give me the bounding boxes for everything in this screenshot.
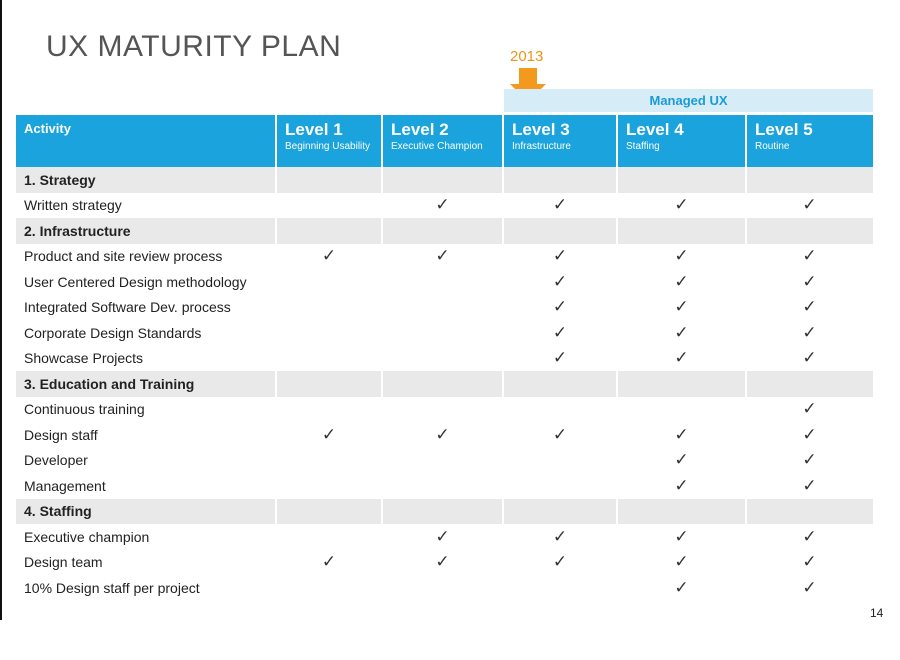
checkmark-icon: ✓	[674, 322, 689, 342]
checkmark-icon: ✓	[552, 552, 568, 572]
level-subtitle: Beginning Usability	[285, 141, 371, 152]
empty-cell	[617, 397, 746, 423]
level-subtitle: Routine	[755, 141, 790, 152]
checkmark-icon: ✓	[674, 297, 689, 317]
empty-cell	[276, 448, 382, 474]
table-row	[16, 422, 873, 448]
checkmark-icon: ✓	[321, 552, 337, 572]
checkmark-icon: ✓	[552, 348, 568, 368]
table-body	[16, 167, 873, 601]
empty-cell	[276, 575, 382, 601]
empty-cell	[276, 193, 382, 219]
table-row	[16, 473, 873, 499]
checkmark-icon: ✓	[802, 552, 817, 572]
empty-cell	[617, 499, 746, 525]
empty-cell	[382, 295, 503, 321]
year-marker-label: 2013	[510, 48, 544, 65]
activity-label: Written strategy	[24, 197, 122, 214]
checkmark-icon: ✓	[435, 246, 450, 266]
checkmark-icon: ✓	[321, 246, 337, 266]
level-subtitle: Staffing	[626, 141, 660, 152]
empty-cell	[503, 397, 617, 423]
checkmark-icon: ✓	[802, 450, 817, 470]
checkmark-icon: ✓	[552, 297, 568, 317]
checkmark-icon: ✓	[802, 577, 817, 597]
checkmark-icon: ✓	[802, 195, 817, 215]
table-row	[16, 448, 873, 474]
empty-cell	[746, 499, 873, 525]
checkmark-icon: ✓	[802, 475, 817, 495]
level-4-header	[617, 115, 746, 167]
table-row	[16, 295, 873, 321]
empty-cell	[276, 320, 382, 346]
empty-cell	[503, 218, 617, 244]
checkmark-icon: ✓	[674, 450, 689, 470]
empty-cell	[276, 167, 382, 193]
checkmark-icon: ✓	[674, 475, 689, 495]
activity-label: Management	[24, 477, 106, 494]
activity-label: Corporate Design Standards	[24, 324, 202, 341]
checkmark-icon: ✓	[802, 246, 817, 266]
empty-cell	[382, 448, 503, 474]
empty-cell	[503, 575, 617, 601]
level-label: Level 3	[512, 120, 570, 139]
checkmark-icon: ✓	[802, 322, 817, 342]
checkmark-icon: ✓	[674, 195, 689, 215]
checkmark-icon: ✓	[552, 246, 568, 266]
checkmark-icon: ✓	[674, 348, 689, 368]
table-row	[16, 320, 873, 346]
checkmark-icon: ✓	[802, 424, 817, 444]
page-number: 14	[870, 606, 884, 620]
empty-cell	[276, 346, 382, 372]
empty-cell	[503, 448, 617, 474]
empty-cell	[276, 218, 382, 244]
maturity-table	[16, 115, 873, 601]
checkmark-icon: ✓	[552, 424, 568, 444]
checkmark-icon: ✓	[674, 526, 689, 546]
left-border-line	[0, 0, 2, 620]
empty-cell	[382, 320, 503, 346]
checkmark-icon: ✓	[435, 424, 450, 444]
empty-cell	[617, 167, 746, 193]
empty-cell	[276, 524, 382, 550]
checkmark-icon: ✓	[674, 271, 689, 291]
level-subtitle: Infrastructure	[512, 141, 571, 152]
level-label: Level 2	[391, 120, 449, 139]
activity-label: Design team	[24, 554, 103, 571]
checkmark-icon: ✓	[552, 526, 568, 546]
level-subtitle: Executive Champion	[391, 141, 483, 152]
empty-cell	[382, 218, 503, 244]
checkmark-icon: ✓	[552, 322, 568, 342]
activity-label: Developer	[24, 452, 88, 469]
level-5-header	[746, 115, 873, 167]
activity-label: Showcase Projects	[24, 350, 144, 367]
checkmark-icon: ✓	[435, 526, 450, 546]
table-row	[16, 575, 873, 601]
checkmark-icon: ✓	[321, 424, 337, 444]
activity-label: User Centered Design methodology	[24, 273, 247, 290]
section-row	[16, 371, 873, 397]
empty-cell	[276, 397, 382, 423]
activity-label: 10% Design staff per project	[24, 579, 200, 596]
level-label: Level 5	[755, 120, 813, 139]
section-label: 3. Education and Training	[16, 371, 276, 397]
empty-cell	[746, 371, 873, 397]
empty-cell	[276, 473, 382, 499]
empty-cell	[617, 218, 746, 244]
empty-cell	[382, 575, 503, 601]
empty-cell	[382, 499, 503, 525]
empty-cell	[276, 371, 382, 397]
checkmark-icon: ✓	[802, 271, 817, 291]
activity-label: Integrated Software Dev. process	[24, 299, 231, 316]
empty-cell	[276, 295, 382, 321]
empty-cell	[617, 371, 746, 397]
checkmark-icon: ✓	[674, 246, 689, 266]
empty-cell	[382, 371, 503, 397]
empty-cell	[382, 397, 503, 423]
checkmark-icon: ✓	[802, 348, 817, 368]
level-2-header	[382, 115, 503, 167]
empty-cell	[503, 167, 617, 193]
checkmark-icon: ✓	[802, 297, 817, 317]
table-row	[16, 550, 873, 576]
checkmark-icon: ✓	[674, 552, 689, 572]
level-label: Level 4	[626, 120, 684, 139]
checkmark-icon: ✓	[674, 424, 689, 444]
activity-label: Product and site review process	[24, 248, 223, 265]
empty-cell	[382, 473, 503, 499]
table-row	[16, 524, 873, 550]
checkmark-icon: ✓	[552, 271, 568, 291]
section-label: 1. Strategy	[16, 167, 276, 193]
activity-label: Continuous training	[24, 401, 145, 418]
activity-label: Executive champion	[24, 528, 150, 545]
level-1-header	[276, 115, 382, 167]
section-row	[16, 499, 873, 525]
page-title: UX MATURITY PLAN	[46, 30, 342, 63]
checkmark-icon: ✓	[674, 577, 689, 597]
table-row	[16, 269, 873, 295]
level-3-header	[503, 115, 617, 167]
checkmark-icon: ✓	[435, 195, 450, 215]
empty-cell	[503, 473, 617, 499]
activity-label: Design staff	[24, 426, 98, 443]
table-row	[16, 397, 873, 423]
managed-ux-band: Managed UX	[504, 89, 873, 112]
checkmark-icon: ✓	[802, 526, 817, 546]
checkmark-icon: ✓	[552, 195, 568, 215]
table-row	[16, 346, 873, 372]
section-label: 2. Infrastructure	[16, 218, 276, 244]
empty-cell	[746, 218, 873, 244]
activity-column-header: Activity	[16, 115, 276, 167]
checkmark-icon: ✓	[435, 552, 450, 572]
empty-cell	[746, 167, 873, 193]
section-row	[16, 218, 873, 244]
section-row	[16, 167, 873, 193]
table-header-row	[16, 115, 873, 167]
section-label: 4. Staffing	[16, 499, 276, 525]
checkmark-icon: ✓	[802, 399, 817, 419]
level-label: Level 1	[285, 120, 343, 139]
empty-cell	[503, 371, 617, 397]
empty-cell	[503, 499, 617, 525]
empty-cell	[382, 346, 503, 372]
empty-cell	[382, 167, 503, 193]
table-row	[16, 193, 873, 219]
empty-cell	[382, 269, 503, 295]
empty-cell	[276, 269, 382, 295]
table-row	[16, 244, 873, 270]
empty-cell	[276, 499, 382, 525]
